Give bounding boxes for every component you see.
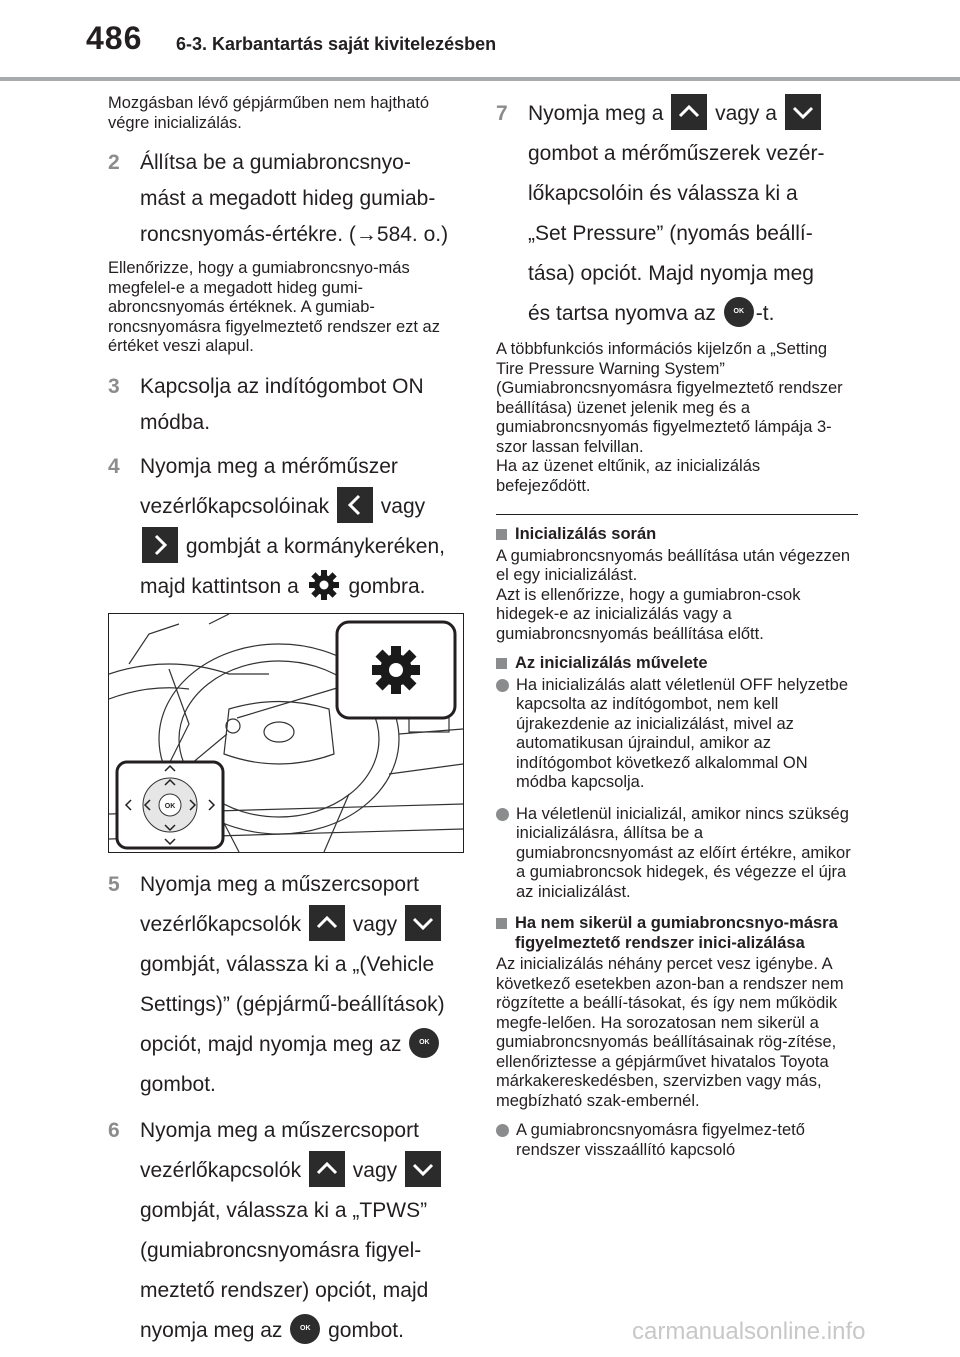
step-line: Nyomja meg a műszercsoport — [140, 872, 419, 896]
bullet-item — [496, 805, 858, 903]
ok-button-icon: OK — [724, 297, 754, 327]
step-line: lőkapcsolóin és válassza ki a — [528, 182, 798, 205]
step-number: 7 — [496, 102, 508, 125]
step-line — [140, 487, 468, 527]
paragraph: Azt is ellenőrizze, hogy a gumiabron-csok hidegek-e az inicializálás vagy a gumiabroncsnyomás beállítása előtt. — [496, 585, 801, 643]
square-bullet-icon — [496, 658, 507, 669]
ok-button-icon: OK — [409, 1028, 439, 1058]
step-line — [140, 567, 468, 607]
step-text: vezérlőkapcsolók — [140, 912, 302, 936]
step-line — [140, 527, 468, 567]
subheading-initializing — [496, 525, 858, 545]
round-bullet-icon — [496, 1124, 509, 1137]
step-line: gombját, válassza ki a „TPWS” — [140, 1198, 428, 1222]
subheading-text: Ha nem sikerül a gumiabroncsnyo-másra figyelmeztető rendszer inici-alizálása — [515, 914, 838, 952]
step-text: nyomja meg az — [140, 1318, 283, 1342]
bullet-item — [496, 676, 858, 793]
step-number: 5 — [108, 872, 120, 896]
step-text: gombot. — [328, 1318, 404, 1342]
step-7 — [496, 94, 858, 334]
step-text: és tartsa nyomva az — [528, 302, 716, 325]
step-text: vagy a — [715, 102, 777, 125]
chevron-right-icon — [142, 527, 178, 563]
step-line — [140, 1151, 468, 1191]
step-text: vagy — [352, 912, 398, 936]
step-line: gombot. — [140, 1072, 216, 1096]
step-number: 6 — [108, 1118, 120, 1142]
step-2 — [108, 145, 468, 253]
step-text: opciót, majd nyomja meg az — [140, 1032, 402, 1056]
step-line: módba. — [140, 410, 211, 434]
section-divider — [496, 514, 858, 515]
subheading-operation — [496, 654, 858, 674]
bullet-text: Ha inicializálás alatt véletlenül OFF helyzetbe kapcsolta az indítógombot, nem kell újrakezdenie az inicializálást, mivel az automatikusan újraindul, amikor az indítógombot következő alkalommal ON módba kapcsolja. — [516, 675, 848, 791]
ok-button-icon: OK — [290, 1314, 320, 1344]
step-line: Nyomja meg a műszercsoport — [140, 1118, 419, 1142]
step-line: meztető rendszer) opciót, majd — [140, 1278, 429, 1302]
dashboard-drawing — [109, 614, 463, 852]
subheading-text: Az inicializálás művelete — [515, 654, 708, 672]
step-text: majd kattintson a — [140, 574, 299, 598]
step-line — [140, 1311, 468, 1351]
page-header — [0, 0, 960, 80]
step-line: Állítsa be a gumiabroncsnyo- — [140, 151, 411, 174]
step-line: mást a megadott hideg gumiab- — [140, 187, 436, 210]
step-line: tása) opciót. Majd nyomja meg — [528, 262, 814, 285]
step-line: roncsnyomás-értékre. (→584. o.) — [140, 223, 449, 246]
step-line — [140, 905, 468, 945]
step-line: (gumiabroncsnyomásra figyel- — [140, 1238, 422, 1262]
step-line: gombját, válassza ki a „(Vehicle — [140, 952, 435, 976]
square-bullet-icon — [496, 918, 507, 929]
paragraph: Az inicializálás néhány percet vesz igénybe. A következő esetekben azon-ban a rendszer nem rögzítette a beállí-tásokat, és így nem működik megfe-lelően. Ha sorozatosan nem sikerül a gumiabroncsnyomás beállításainak rög-zítése, ellenőriztesse a gépjárművet hivatalos Toyota márkakereskedésben, szervizben vagy más, megbízható szak-embernél. — [496, 955, 844, 1110]
step-text: gombra. — [348, 574, 426, 598]
page-number: 486 — [86, 20, 143, 56]
figure-ok-label: OK — [164, 802, 176, 810]
step-line: gombot a mérőműszerek vezér- — [528, 142, 825, 165]
step-7-note: A többfunkciós információs kijelzőn a „Setting Tire Pressure Warning System” (Gumiabroncsnyomásra figyelmeztető rendszer beállítása) üzenet jelenik meg és a gumiabroncsnyomás figyelmeztető lámpája 3-szor lassan felvillan. — [496, 340, 843, 456]
chevron-up-icon — [309, 905, 345, 941]
left-column — [108, 94, 468, 1357]
step-line — [528, 294, 858, 334]
step-line — [528, 94, 858, 134]
bullet-text: Ha véletlenül inicializál, amikor nincs szükség inicializálásra, állítsa be a gumiabroncsnyomást az előírt értékre, amikor a gumiabroncsok hidegek, és végezze el újra az inicializálást. — [516, 804, 851, 901]
step-number: 2 — [108, 151, 120, 174]
chevron-left-icon — [337, 487, 373, 523]
step-text: vagy — [380, 494, 426, 518]
round-bullet-icon — [496, 679, 509, 692]
subheading-failure — [496, 914, 858, 953]
paragraph: A gumiabroncsnyomás beállítása után végezzen el egy inicializálást. — [496, 546, 851, 584]
step-2-note: Ellenőrizze, hogy a gumiabroncsnyo-más megfelel-e a megadott hideg gumi-abroncsnyomás értéknek. A gumiab-roncsnyomásra figyelmeztető rendszer ezt az értéket veszi alapul. — [108, 259, 440, 355]
step-3 — [108, 369, 468, 441]
step-text: gombját a kormánykeréken, — [185, 534, 445, 558]
step-4 — [108, 447, 468, 607]
step-number: 3 — [108, 374, 120, 398]
chevron-up-icon — [671, 94, 707, 130]
watermark: carmanualsonline.info — [632, 1318, 866, 1345]
step-5 — [108, 865, 468, 1105]
step-text: vagy — [352, 1158, 398, 1182]
step-6 — [108, 1111, 468, 1351]
header-divider — [0, 77, 960, 81]
step-line: Nyomja meg a mérőműszer — [140, 454, 398, 478]
round-bullet-icon — [496, 808, 509, 821]
section-title: 6-3. Karbantartás saját kivitelezésben — [176, 34, 497, 54]
step-line: „Set Pressure” (nyomás beállí- — [528, 222, 813, 245]
step-7-note-b: Ha az üzenet eltűnik, az inicializálás befejeződött. — [496, 457, 761, 495]
step-text: vezérlőkapcsolók — [140, 1158, 302, 1182]
chevron-down-icon — [785, 94, 821, 130]
steering-wheel-illustration — [108, 613, 464, 853]
gear-icon — [307, 568, 341, 602]
bullet-text: A gumiabroncsnyomásra figyelmez-tető rendszer visszaállító kapcsoló — [516, 1121, 805, 1159]
chevron-down-icon — [405, 905, 441, 941]
bullet-item — [496, 1121, 858, 1160]
step-text: -t. — [755, 302, 775, 325]
right-column — [496, 94, 858, 1172]
step-line: Kapcsolja az indítógombot ON — [140, 374, 424, 398]
step-text: Nyomja meg a — [528, 102, 664, 125]
step-line — [140, 1025, 468, 1065]
step-text: vezérlőkapcsolóinak — [140, 494, 330, 518]
chevron-down-icon — [405, 1151, 441, 1187]
step-line: Settings)” (gépjármű-beállítások) — [140, 992, 445, 1016]
intro-note: Mozgásban lévő gépjárműben nem hajtható végre inicializálás. — [108, 94, 430, 132]
square-bullet-icon — [496, 529, 507, 540]
step-number: 4 — [108, 454, 120, 478]
chevron-up-icon — [309, 1151, 345, 1187]
subheading-text: Inicializálás során — [515, 525, 657, 543]
